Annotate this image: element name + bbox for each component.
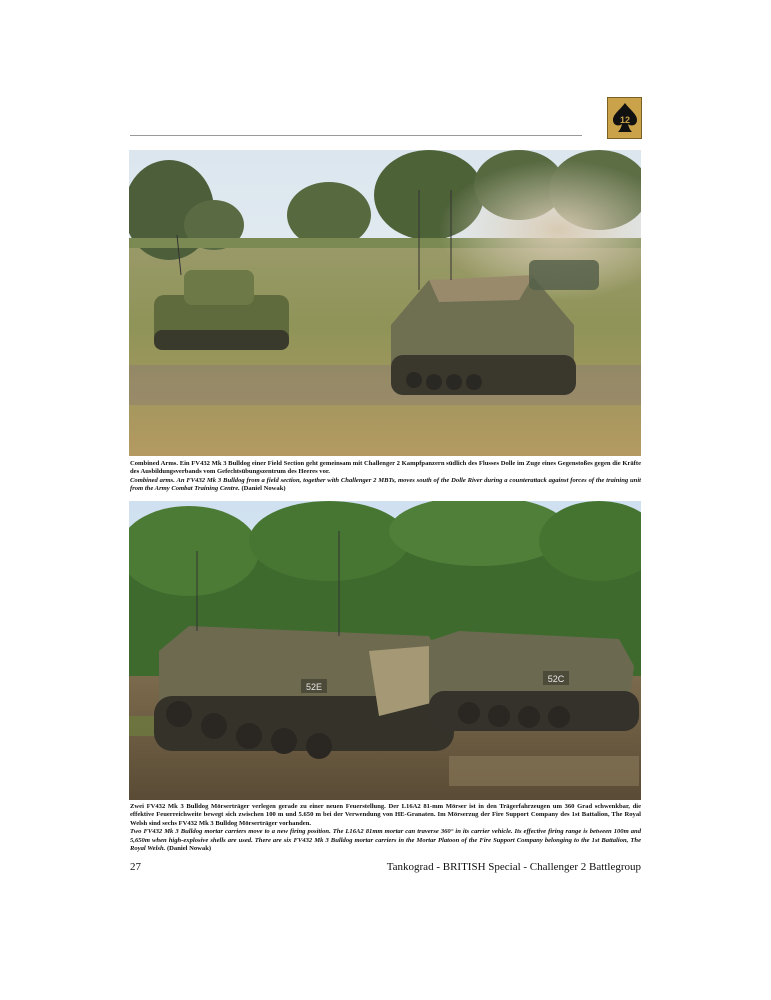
caption-combined-arms: [130, 460, 641, 494]
marking-52c: 52C: [547, 674, 565, 684]
caption-german: Combined Arms. Ein FV432 Mk 3 Bulldog einer Field Section geht gemeinsam mit Challenger 2 Kampfpanzern südlich des Flusses Dolle im Zuge eines Gegenstoßes gegen die Kräfte des Ausbildungsverbands vom Gefechtsübungszentrum des Heeres vor.: [130, 460, 641, 476]
caption-german: Zwei FV432 Mk 3 Bulldog Mörserträger verlegen gerade zu einer neuen Feuerstellung. Der L16A2 81-mm Mörser ist in den Trägerfahrzeugen um 360 Grad schwenkbar, die effektive Feuerreichweite bewegt sich zwischen 100 m und 5.650 m bei der Verwendung von HE-Granaten. Im Mörserzug der Fire Support Company des 1st Battalion, The Royal Welsh sind sechs FV432 Mk 3 Bulldog Mörserträger vorhanden.: [130, 803, 641, 827]
caption-english: Two FV432 Mk 3 Bulldog mortar carriers move to a new firing position. The L16A2 81mm mortar can traverse 360° in its carrier vehicle. Its effective firing range is between 100m and 5,650m when high-explosive shells are used. There are six FV432 Mk 3 Bulldog mortar carriers in the Mortar Platoon of the Fire Support Company belonging to the 1st Battalion, The Royal Welsh.: [130, 828, 641, 853]
running-title: Tankograd - BRITISH Special - Challenger 2 Battlegroup: [386, 861, 641, 873]
badge-number: 12: [619, 115, 630, 125]
photo-credit: (Daniel Nowak): [241, 485, 286, 493]
page-number: 27: [130, 861, 141, 873]
photo-credit: (Daniel Nowak): [166, 845, 212, 853]
caption-mortar-carriers: [130, 803, 641, 853]
marking-52e: 52E: [305, 682, 323, 692]
chapter-badge: [607, 97, 642, 139]
caption-english: Combined arms. An FV432 Mk 3 Bulldog from a field section, together with Challenger 2 MBTs, moves south of the Dolle River during a counterattack against forces of the training unit from the Army Combat Training Centre.: [130, 476, 641, 493]
mortar-carriers-photo: [129, 501, 641, 800]
spade-icon: [610, 101, 640, 135]
header-rule: [130, 135, 582, 136]
combined-arms-photo: [129, 150, 641, 456]
